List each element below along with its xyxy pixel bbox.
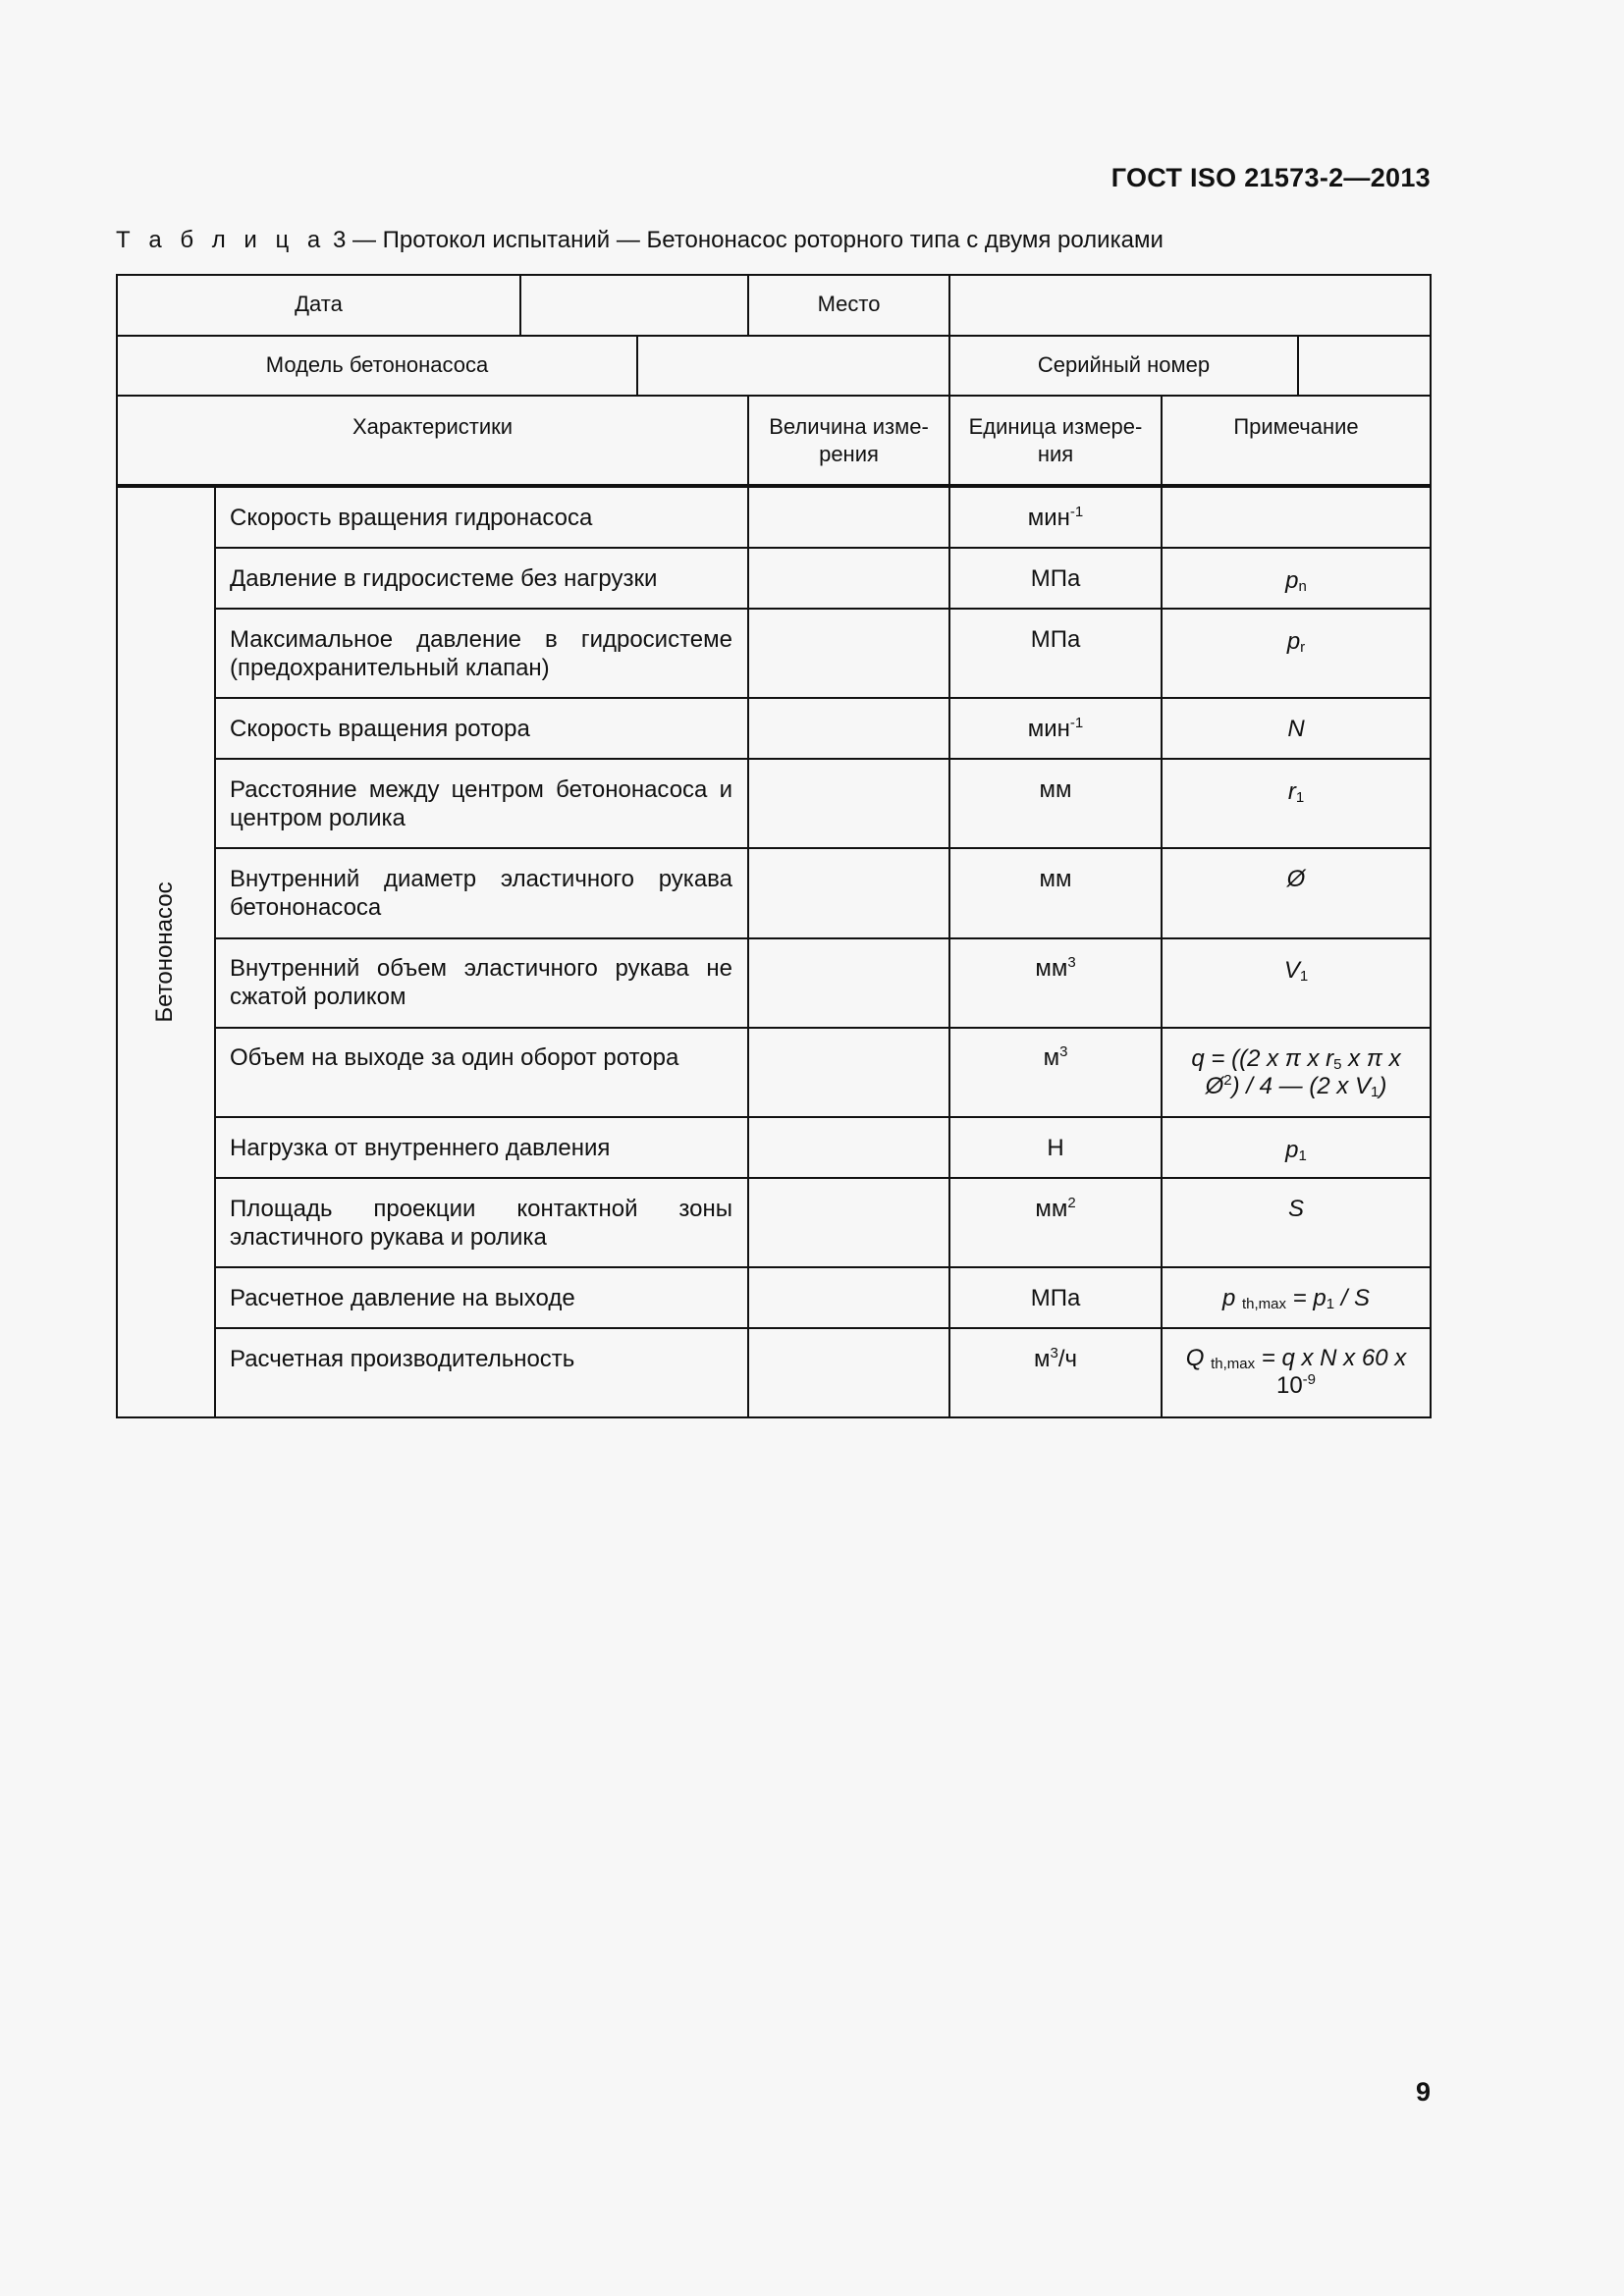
- serial-value-cell[interactable]: [1299, 337, 1430, 395]
- measurement-cell[interactable]: [749, 760, 948, 847]
- model-label: Модель бетононасоса: [265, 352, 489, 377]
- row-note: V1: [1283, 957, 1309, 985]
- row-name: Скорость вращения гидронасоса: [230, 505, 593, 531]
- table-caption: [116, 227, 1164, 254]
- row-note: p1: [1285, 1137, 1307, 1164]
- measurement-cell[interactable]: [749, 1118, 948, 1177]
- row-note-formula: q = ((2 x π x r5 x π x $Ø^2) / 4$ — (2 x V1): [1191, 1045, 1401, 1100]
- row-unit: $мм^3$: [1035, 954, 1076, 982]
- row-note: pn: [1285, 567, 1307, 595]
- group-label: Бетононасос: [151, 881, 178, 1023]
- caption-label: Т а б л и ц а: [116, 227, 327, 253]
- row-unit: мин$^{-1}$: [1027, 715, 1084, 742]
- row-note: N: [1287, 716, 1305, 742]
- measurement-cell[interactable]: [749, 939, 948, 1027]
- measurement-cell[interactable]: [749, 610, 948, 697]
- col-value: Величина изме- рения: [769, 414, 929, 466]
- row-name: Площадь проекции контактной зоны эластичного рукава и ролика: [230, 1196, 732, 1251]
- row-name: Скорость вращения ротора: [230, 716, 530, 742]
- row-name: Внутренний объем эластичного рукава не сжатой роликом: [230, 955, 732, 1010]
- measurement-cell[interactable]: [749, 1029, 948, 1116]
- measurement-cell[interactable]: [749, 488, 948, 547]
- row-name: Расстояние между центром бетононасоса и центром ролика: [230, 776, 732, 831]
- measurement-cell[interactable]: [749, 699, 948, 758]
- col-unit: Единица измере- ния: [968, 414, 1143, 466]
- row-note: r1: [1287, 778, 1305, 806]
- row-name: Нагрузка от внутреннего давления: [230, 1135, 611, 1161]
- row-note-formula: p th,max = p1 / S: [1221, 1285, 1371, 1312]
- row-name: Давление в гидросистеме без нагрузки: [230, 565, 658, 592]
- row-name: Внутренний диаметр эластичного рукава бетононасоса: [230, 866, 732, 921]
- row-note: Ø: [1286, 866, 1306, 892]
- measurement-cell[interactable]: [749, 1329, 948, 1416]
- row-name: Расчетное давление на выходе: [230, 1285, 575, 1311]
- row-unit: МПа: [1030, 626, 1081, 653]
- measurement-cell[interactable]: [749, 1268, 948, 1327]
- measurement-cell[interactable]: [749, 1179, 948, 1266]
- measurement-cell[interactable]: [749, 849, 948, 937]
- row-note: pr: [1286, 628, 1306, 656]
- col-characteristics: Характеристики: [352, 414, 514, 439]
- date-value-cell[interactable]: [521, 276, 747, 335]
- date-label: Дата: [295, 292, 343, 316]
- row-unit: мин$^{-1}$: [1027, 504, 1084, 531]
- page-number: 9: [1415, 2077, 1431, 2107]
- caption-title: — Протокол испытаний — Бетононасос роторного типа с двумя роликами: [346, 227, 1164, 253]
- row-unit: мм: [1039, 776, 1072, 803]
- row-unit: $м^3/ч$: [1033, 1345, 1077, 1372]
- row-unit: мм: [1039, 866, 1072, 892]
- row-unit: $м^3$: [1043, 1043, 1068, 1071]
- row-note: S: [1287, 1196, 1304, 1222]
- row-unit: МПа: [1030, 1285, 1081, 1311]
- row-unit: $мм^2$: [1035, 1195, 1076, 1222]
- place-value-cell[interactable]: [950, 276, 1430, 335]
- caption-number: 3: [332, 227, 347, 253]
- row-unit: Н: [1047, 1135, 1064, 1161]
- model-value-cell[interactable]: [638, 337, 948, 395]
- place-label: Место: [817, 292, 881, 316]
- standard-code: ГОСТ ISO 21573-2—2013: [1110, 163, 1431, 192]
- row-note-formula: Q th,max = q x N x 60 x $10^{-9}$: [1185, 1345, 1407, 1399]
- row-name: Максимальное давление в гидросистеме (предохранительный клапан): [230, 626, 732, 681]
- row-name: Объем на выходе за один оборот ротора: [230, 1044, 679, 1071]
- measurement-cell[interactable]: [749, 549, 948, 608]
- col-note: Примечание: [1233, 414, 1359, 439]
- group-label-cell: [116, 487, 214, 1417]
- serial-label: Серийный номер: [1037, 352, 1211, 377]
- row-unit: МПа: [1030, 565, 1081, 592]
- row-name: Расчетная производительность: [230, 1346, 575, 1372]
